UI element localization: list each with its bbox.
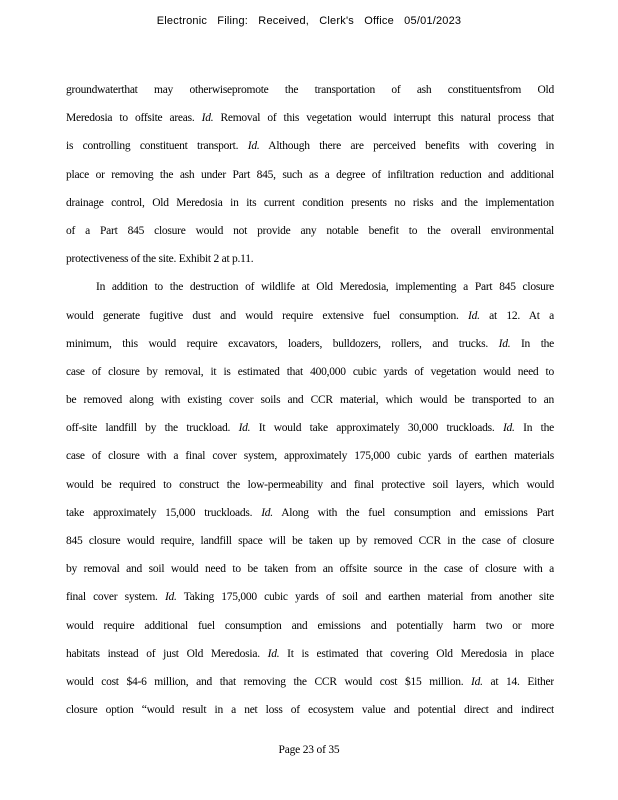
text-line: 845 closure would require, landfill space will be taken up by removed CCR in the case of closure [66, 535, 554, 547]
text-line: would be required to construct the low-permeability and final protective soil layers, which would [66, 478, 554, 491]
text-line: habitats instead of just Old Meredosia. Id. It is estimated that covering Old Meredosia in place [66, 647, 554, 660]
text-line: off-site landfill by the truckload. Id. It would take approximately 30,000 truckloads. Id. In the [66, 422, 554, 435]
text-line: case of closure by removal, it is estimated that 400,000 cubic yards of vegetation would need to [66, 365, 554, 378]
text-line: final cover system. Id. Taking 175,000 cubic yards of soil and earthen material from another site [66, 591, 554, 604]
text-line: would generate fugitive dust and would require extensive fuel consumption. Id. at 12. At a [66, 309, 554, 322]
text-line: is controlling constituent transport. Id. Although there are perceived benefits with covering in [66, 140, 554, 153]
text-line: closure option “would result in a net loss of ecosystem value and potential direct and indirect [66, 704, 554, 717]
text-line: Meredosia to offsite areas. Id. Removal of this vegetation would interrupt this natural process that [66, 112, 554, 125]
text-line: minimum, this would require excavators, loaders, bulldozers, rollers, and trucks. Id. In the [66, 337, 554, 350]
text-line: would cost $4-6 million, and that removing the CCR would cost $15 million. Id. at 14. Either [66, 675, 554, 688]
text-line: place or removing the ash under Part 845, such as a degree of infiltration reduction and additional [66, 168, 554, 181]
text-line: drainage control, Old Meredosia in its current condition presents no risks and the implementation [66, 196, 554, 209]
text-line: protectiveness of the site. Exhibit 2 at p.11. [66, 253, 254, 266]
text-line: In addition to the destruction of wildlife at Old Meredosia, implementing a Part 845 closure [96, 281, 554, 294]
document-body [66, 76, 554, 724]
text-line: groundwaterthat may otherwisepromote the transportation of ash constituentsfrom Old [66, 84, 554, 96]
page-footer: Page 23 of 35 [278, 744, 340, 756]
filing-header: Electronic Filing: Received, Clerk's Office 05/01/2023 [156, 15, 462, 27]
text-line: case of closure with a final cover system, approximately 175,000 cubic yards of earthen materials [66, 450, 554, 463]
text-line: take approximately 15,000 truckloads. Id. Along with the fuel consumption and emissions Part [66, 506, 554, 519]
text-line: be removed along with existing cover soils and CCR material, which would be transported to an [66, 394, 554, 407]
text-line: of a Part 845 closure would not provide any notable benefit to the overall environmental [66, 224, 554, 237]
text-line: would require additional fuel consumption and emissions and potentially harm two or more [66, 619, 554, 632]
text-line: by removal and soil would need to be taken from an offsite source in the case of closure with a [66, 563, 554, 576]
